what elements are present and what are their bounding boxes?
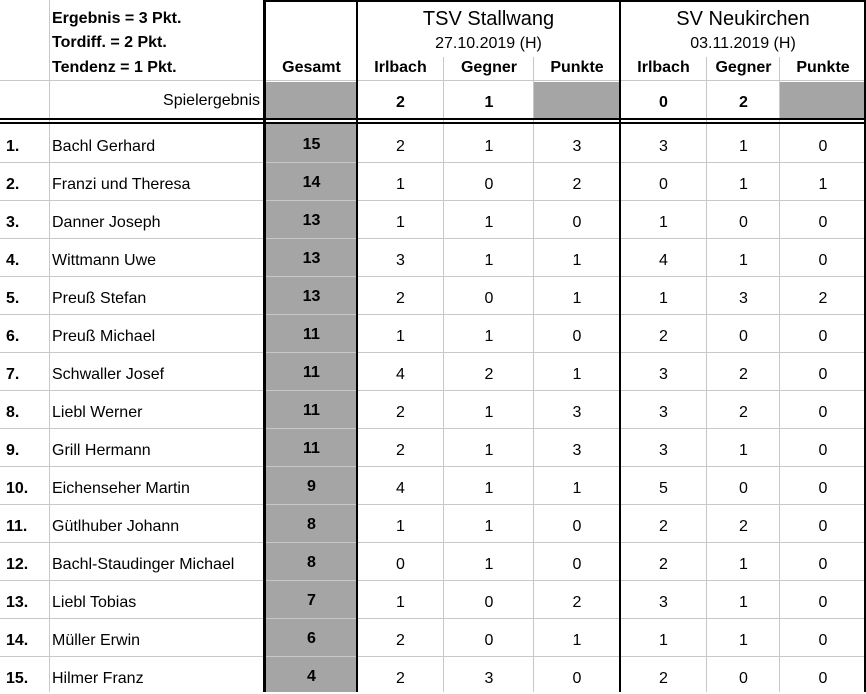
player-total: 14 [302,174,321,191]
m2-punkte-result-cell [780,82,866,118]
player-name: Schwaller Josef [52,366,165,383]
player-m2-gegner: 2 [739,366,748,383]
border-line [356,0,358,692]
match-1-date: 27.10.2019 (H) [435,35,542,52]
player-total: 13 [302,288,321,305]
player-total: 4 [307,668,316,685]
player-m1-irlbach: 2 [396,632,405,649]
player-m1-irlbach: 1 [396,594,405,611]
grid-line [779,57,780,692]
player-m2-gegner: 1 [739,594,748,611]
m1-result-irlbach: 2 [396,94,405,111]
player-m1-punkte: 2 [572,176,582,193]
player-rank: 10. [6,480,29,497]
player-m2-punkte: 0 [818,214,828,231]
player-total: 13 [302,212,321,229]
player-m1-punkte: 0 [572,670,582,687]
match-2-date: 03.11.2019 (H) [690,35,796,52]
player-m1-punkte: 3 [572,138,582,155]
legend-line-1: Ergebnis = 3 Pkt. [52,10,182,27]
player-rank: 14. [6,632,29,649]
row-separator [0,162,866,163]
row-separator [0,618,866,619]
player-m1-irlbach: 2 [396,442,405,459]
player-total: 11 [303,364,320,381]
row-separator [0,580,866,581]
player-m1-gegner: 3 [484,670,494,687]
player-rank: 9. [6,442,20,459]
row-separator [0,542,866,543]
header-gesamt: Gesamt [282,59,341,76]
player-m1-punkte: 1 [572,366,582,383]
border-line [264,0,866,2]
player-m1-gegner: 0 [484,176,494,193]
player-m1-punkte: 1 [572,252,582,269]
player-m1-gegner: 1 [484,556,494,573]
grid-line [533,57,534,692]
player-m2-punkte: 0 [818,518,828,535]
player-m1-punkte: 0 [572,328,582,345]
player-m1-irlbach: 1 [396,518,405,535]
row-separator [0,656,866,657]
player-m1-gegner: 1 [484,518,494,535]
player-m1-punkte: 3 [572,442,582,459]
player-m2-irlbach: 2 [659,670,668,687]
player-m1-gegner: 1 [484,328,494,345]
row-separator [0,352,866,353]
table-row [0,618,866,656]
table-row [0,162,866,200]
player-m2-irlbach: 1 [659,214,668,231]
table-row [0,200,866,238]
player-m2-punkte: 0 [818,366,828,383]
row-separator [0,428,866,429]
player-name: Eichenseher Martin [52,480,190,497]
player-m2-punkte: 0 [818,328,828,345]
player-rank: 4. [6,252,20,269]
player-m1-punkte: 0 [572,518,582,535]
player-name: Bachl-Staudinger Michael [52,556,235,573]
player-m2-punkte: 0 [818,556,828,573]
player-m1-irlbach: 2 [396,404,405,421]
table-row [0,428,866,466]
player-m2-irlbach: 2 [659,556,668,573]
player-m2-gegner: 0 [739,214,748,231]
player-m1-irlbach: 1 [396,328,405,345]
player-m1-irlbach: 4 [396,480,405,497]
player-m1-irlbach: 1 [396,214,405,231]
match-1-team: TSV Stallwang [422,7,555,30]
row-separator [0,200,866,201]
table-row [0,656,866,694]
player-total: 11 [303,326,320,343]
table-row [0,124,866,162]
spielergebnis-label: Spielergebnis [163,92,260,109]
player-m2-gegner: 1 [739,252,748,269]
player-m1-gegner: 1 [484,442,494,459]
player-name: Franzi und Theresa [52,176,191,193]
player-rank: 3. [6,214,20,231]
player-name: Müller Erwin [52,632,141,649]
player-rank: 7. [6,366,20,383]
table-row [0,238,866,276]
player-rank: 8. [6,404,20,421]
row-separator [0,276,866,277]
player-m2-irlbach: 3 [659,404,668,421]
player-total: 11 [303,402,320,419]
player-m1-irlbach: 3 [396,252,405,269]
table-row [0,504,866,542]
player-m1-gegner: 0 [484,594,494,611]
m1-result-gegner: 1 [484,94,494,111]
player-m1-irlbach: 1 [396,176,405,193]
player-m2-gegner: 1 [739,176,748,193]
player-m2-punkte: 2 [818,290,828,307]
player-name: Liebl Werner [52,404,143,421]
player-m2-gegner: 0 [739,670,748,687]
player-m2-punkte: 0 [818,252,828,269]
player-rank: 12. [6,556,29,573]
table-row [0,276,866,314]
player-m2-irlbach: 3 [659,442,668,459]
player-total: 8 [307,554,316,571]
player-name: Grill Hermann [52,442,151,459]
player-m1-irlbach: 2 [396,670,405,687]
legend-line-2: Tordiff. = 2 Pkt. [52,34,167,51]
grid-line [0,80,866,81]
header-m1-punkte: Punkte [550,59,604,76]
border-line [0,118,866,120]
header-m2-gegner: Gegner [715,59,772,76]
table-row [0,314,866,352]
player-m1-gegner: 1 [484,404,494,421]
legend-line-3: Tendenz = 1 Pkt. [52,59,177,76]
player-m2-punkte: 0 [818,138,828,155]
player-m2-gegner: 2 [739,404,748,421]
player-m2-irlbach: 3 [659,366,668,383]
player-total: 7 [307,592,316,609]
player-total: 11 [303,440,320,457]
player-m2-gegner: 1 [739,556,748,573]
player-total: 15 [302,136,321,153]
player-total: 13 [302,250,321,267]
border-line [619,0,621,692]
player-m1-punkte: 3 [572,404,582,421]
player-m1-punkte: 2 [572,594,582,611]
table-row [0,542,866,580]
player-m2-punkte: 0 [818,442,828,459]
row-separator [0,314,866,315]
player-m2-punkte: 0 [818,632,828,649]
player-m2-gegner: 0 [739,480,748,497]
player-rank: 13. [6,594,29,611]
player-m2-gegner: 0 [739,328,748,345]
grid-line [443,57,444,692]
player-m2-irlbach: 1 [659,632,668,649]
player-m2-irlbach: 0 [659,176,668,193]
player-m1-punkte: 0 [572,214,582,231]
player-name: Bachl Gerhard [52,138,156,155]
border-line [0,122,866,124]
player-m1-irlbach: 4 [396,366,405,383]
player-m2-punkte: 0 [818,594,828,611]
header-m1-gegner: Gegner [460,59,517,76]
table-row [0,466,866,504]
player-m2-punkte: 0 [818,670,828,687]
player-m2-irlbach: 5 [659,480,668,497]
player-name: Preuß Stefan [52,290,147,307]
player-name: Danner Joseph [52,214,161,231]
row-separator [0,466,866,467]
header-m1-irlbach: Irlbach [374,59,427,76]
m2-result-irlbach: 0 [659,94,668,111]
player-m1-punkte: 1 [572,480,582,497]
player-name: Wittmann Uwe [52,252,157,269]
player-m2-irlbach: 3 [659,138,668,155]
player-name: Liebl Tobias [52,594,137,611]
player-rank: 6. [6,328,20,345]
m2-result-gegner: 2 [739,94,748,111]
grid-line [49,0,50,692]
header-m2-punkte: Punkte [796,59,850,76]
player-rank: 11. [6,518,28,535]
player-m2-irlbach: 2 [659,518,668,535]
grid-line [706,57,707,692]
player-total: 9 [307,478,316,495]
row-separator [0,504,866,505]
player-total: 6 [307,630,316,647]
player-name: Hilmer Franz [52,670,144,687]
player-m2-punkte: 0 [818,480,828,497]
gesamt-result-cell [266,82,357,118]
player-m1-gegner: 2 [484,366,494,383]
player-m2-gegner: 1 [739,442,748,459]
header-m2-irlbach: Irlbach [637,59,690,76]
player-rank: 5. [6,290,20,307]
player-m2-gegner: 1 [739,632,748,649]
player-m1-gegner: 1 [484,252,494,269]
player-m1-punkte: 1 [572,632,582,649]
player-m2-punkte: 1 [818,176,828,193]
player-m1-gegner: 1 [484,214,494,231]
player-m1-gegner: 1 [484,138,494,155]
player-m2-gegner: 1 [739,138,748,155]
player-m2-gegner: 2 [739,518,748,535]
player-name: Gütlhuber Johann [52,518,180,535]
table-row [0,580,866,618]
player-rank: 15. [6,670,29,687]
player-m1-irlbach: 0 [396,556,405,573]
player-m2-punkte: 0 [818,404,828,421]
player-name: Preuß Michael [52,328,156,345]
m1-punkte-result-cell [534,82,620,118]
player-m1-irlbach: 2 [396,290,405,307]
player-m1-gegner: 0 [484,290,494,307]
row-separator [0,390,866,391]
row-separator [0,238,866,239]
player-m1-gegner: 0 [484,632,494,649]
player-m2-irlbach: 3 [659,594,668,611]
match-2-team: SV Neukirchen [676,7,810,30]
player-rank: 2. [6,176,20,193]
player-m1-irlbach: 2 [396,138,405,155]
player-m2-gegner: 3 [739,290,748,307]
player-m2-irlbach: 2 [659,328,668,345]
table-row [0,352,866,390]
player-m1-gegner: 1 [484,480,494,497]
border-line [263,0,266,692]
table-row [0,390,866,428]
player-m1-punkte: 0 [572,556,582,573]
player-total: 8 [307,516,316,533]
player-m1-punkte: 1 [572,290,582,307]
player-rank: 1. [6,138,20,155]
player-m2-irlbach: 4 [659,252,668,269]
player-m2-irlbach: 1 [659,290,668,307]
